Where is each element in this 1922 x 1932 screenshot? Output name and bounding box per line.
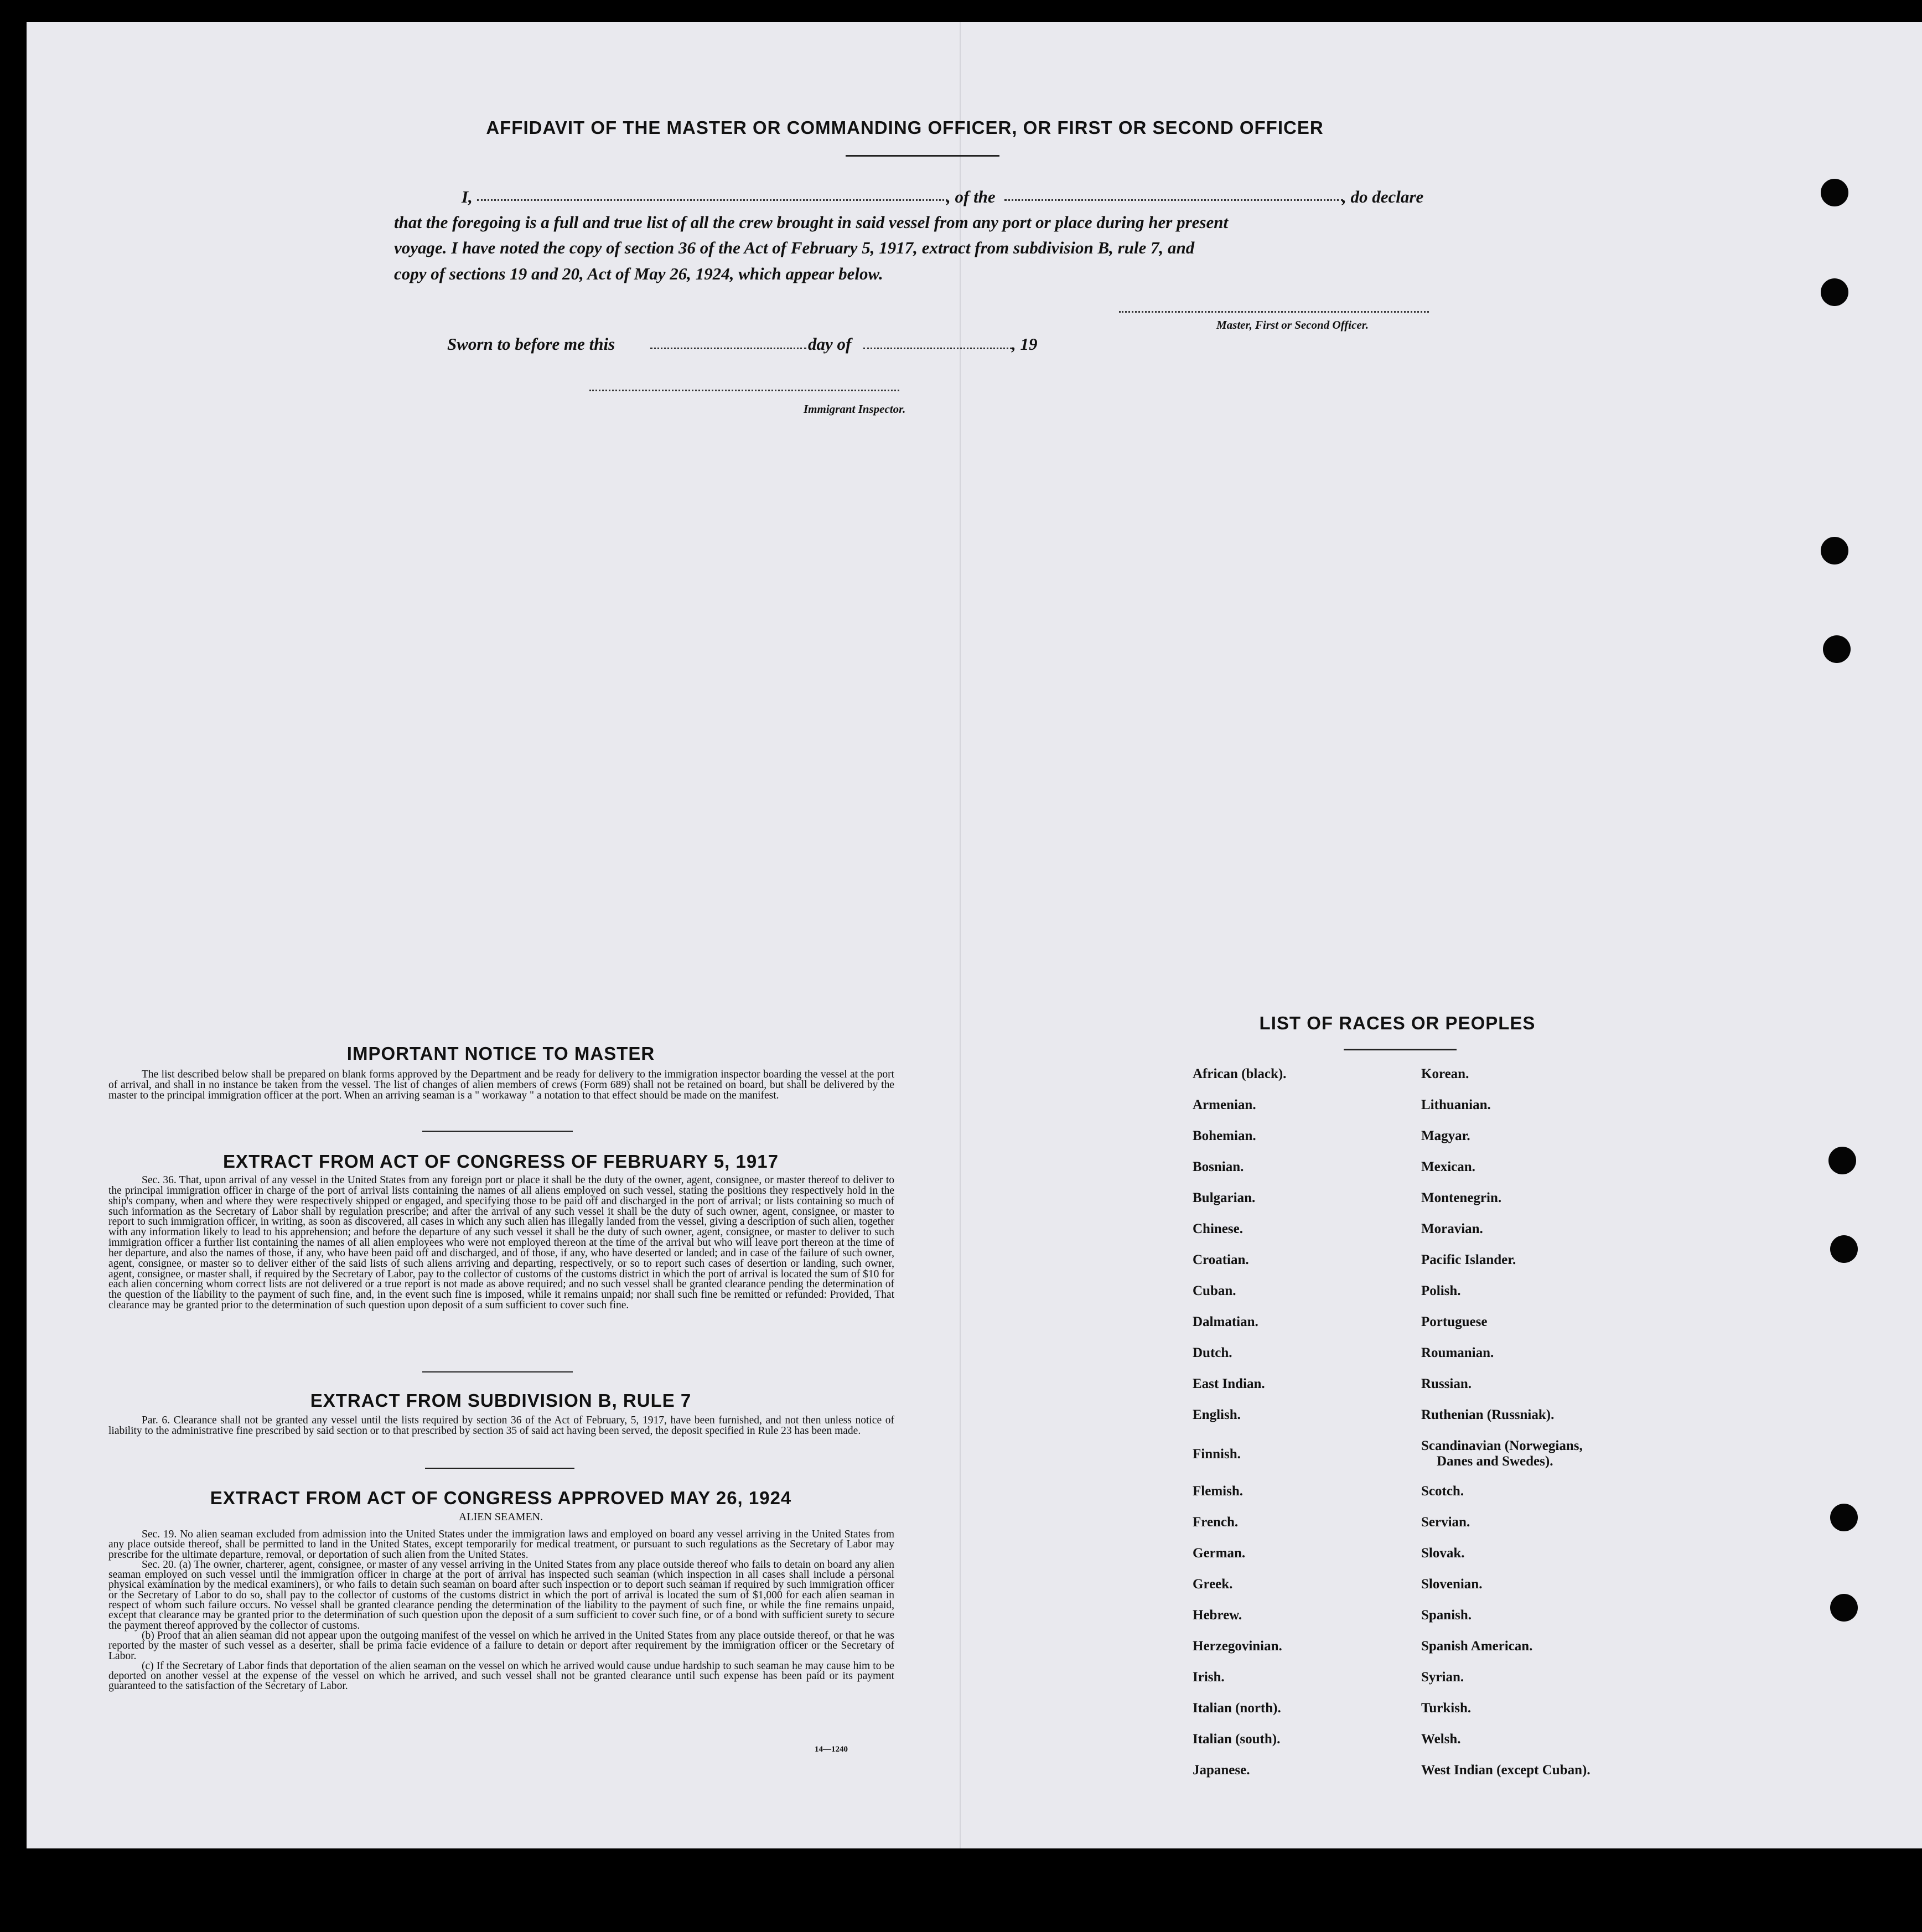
page-fold <box>960 22 961 1848</box>
day-of-label: day of <box>808 334 852 354</box>
race-item: Bohemian. <box>1193 1128 1256 1143</box>
race-item: Portuguese <box>1421 1314 1488 1329</box>
race-item: English. <box>1193 1407 1241 1422</box>
binder-hole <box>1830 1594 1858 1622</box>
month-field[interactable] <box>863 348 1012 349</box>
binder-hole <box>1830 1504 1858 1531</box>
race-item: Chinese. <box>1193 1221 1243 1236</box>
race-item: Slovak. <box>1421 1546 1465 1561</box>
races-right-column <box>1421 0 1720 1932</box>
race-item: Hebrew. <box>1193 1608 1242 1623</box>
race-item: Irish. <box>1193 1670 1225 1685</box>
race-item: French. <box>1193 1515 1239 1530</box>
race-item: Italian (south). <box>1193 1732 1281 1747</box>
race-item: Scotch. <box>1421 1484 1464 1499</box>
race-item: Lithuanian. <box>1421 1097 1491 1112</box>
race-item: German. <box>1193 1546 1246 1561</box>
affidavit-line4: copy of sections 19 and 20, Act of May 26, 1924, which appear below. <box>394 264 883 283</box>
race-item: Servian. <box>1421 1515 1470 1530</box>
binder-hole <box>1828 1147 1856 1174</box>
sworn-label: Sworn to before me this <box>447 334 615 354</box>
race-item: Cuban. <box>1193 1283 1236 1298</box>
races-title: LIST OF RACES OR PEOPLES <box>1259 1013 1536 1033</box>
notice-text: The list described below shall be prepared on blank forms approved by the Department and be ready for delivery to the immigration inspector boarding the vessel at the port of arrival, and shall in no instance be taken from the vessel. The list of changes of alien members of crews (Form 689) shall not be retained on board, but shall be delivered by the master to the principal immigration officer at the port. When an arriving seaman is a " workaway " a notation to that effect should be made on the manifest. <box>108 1069 894 1101</box>
race-item: Syrian. <box>1421 1670 1464 1685</box>
race-item: Korean. <box>1421 1066 1469 1081</box>
affidavit-title: AFFIDAVIT OF THE MASTER OR COMMANDING OFFICER, OR FIRST OR SECOND OFFICER <box>486 117 1324 138</box>
affidavit-line3: voyage. I have noted the copy of section 36 of the Act of February 5, 1917, extract from subdivision B, rule 7, and <box>394 238 1195 257</box>
race-item: Spanish. <box>1421 1608 1472 1623</box>
extract-1924-title: EXTRACT FROM ACT OF CONGRESS APPROVED MAY 26, 1924 <box>210 1488 792 1508</box>
page-margin <box>1886 22 1922 1848</box>
extract-1924-subtitle: ALIEN SEAMEN. <box>458 1511 543 1523</box>
race-item: Slovenian. <box>1421 1577 1483 1592</box>
race-item: Spanish American. <box>1421 1639 1533 1654</box>
divider <box>846 155 999 157</box>
divider <box>422 1131 573 1132</box>
affidavit-i: I, <box>462 187 473 206</box>
race-item: Scandinavian (Norwegians, <box>1421 1438 1583 1453</box>
race-item: Roumanian. <box>1421 1345 1494 1360</box>
race-item: West Indian (except Cuban). <box>1421 1763 1591 1778</box>
binder-hole <box>1830 1235 1858 1263</box>
race-item: Finnish. <box>1193 1447 1241 1462</box>
race-item: Herzegovinian. <box>1193 1639 1282 1654</box>
race-item: Pacific Islander. <box>1421 1252 1516 1267</box>
master-label: Master, First or Second Officer. <box>1216 318 1369 332</box>
divider <box>422 1371 573 1372</box>
race-item: Armenian. <box>1193 1097 1256 1112</box>
race-item: Italian (north). <box>1193 1701 1281 1716</box>
binder-hole <box>1821 537 1848 564</box>
race-item: Danes and Swedes). <box>1437 1454 1553 1469</box>
race-item: Bulgarian. <box>1193 1190 1256 1205</box>
extract-1917-title: EXTRACT FROM ACT OF CONGRESS OF FEBRUARY 5, 1917 <box>223 1151 779 1172</box>
race-item: Japanese. <box>1193 1763 1250 1778</box>
race-item: Croatian. <box>1193 1252 1249 1267</box>
affidavit-line2: that the foregoing is a full and true list of all the crew brought in said vessel from any port or place during her present <box>394 213 1229 232</box>
race-item: Welsh. <box>1421 1732 1461 1747</box>
race-item: Russian. <box>1421 1376 1472 1391</box>
race-item: Dalmatian. <box>1193 1314 1258 1329</box>
race-item: Flemish. <box>1193 1484 1243 1499</box>
race-item: Turkish. <box>1421 1701 1472 1716</box>
divider <box>425 1468 574 1469</box>
rule7-title: EXTRACT FROM SUBDIVISION B, RULE 7 <box>310 1390 692 1411</box>
race-item: Ruthenian (Russniak). <box>1421 1407 1555 1422</box>
notice-title: IMPORTANT NOTICE TO MASTER <box>346 1043 655 1064</box>
race-item: African (black). <box>1193 1066 1287 1081</box>
race-item: Magyar. <box>1421 1128 1470 1143</box>
races-left-column <box>1193 0 1414 1932</box>
extract-1924-text: Sec. 19. No alien seaman excluded from admission into the United States under the immigration laws and employed on board any vessel arriving in the United States from any place outside thereof, shall be permitted to land in the United States, except temporarily for medical treatment, or pursuant to such regulations as the Secretary of Labor may prescribe for the ultimate departure, removal, or deportation of such alien from the United States. Sec. 20. (a) The owner, charterer, agent, consignee, or master of any vessel arriving in the United States from any place outside thereof who fails to detain on board any alien seaman employed on such vessel until the immigration officer in charge at the port of arrival has inspected such seaman (which inspection in all cases shall include a personal physical examination by the medical examiners), or who fails to detain such seaman on board after such inspection or to deport such seaman if required by such immigration officer or the Secretary of Labor to do so, shall pay to the collector of customs of the customs district in which the port of arrival is located the sum of $1,000 for each alien seaman in respect of whom such failure occurs. No vessel shall be granted clearance pending the determination of the liability to the payment of such fine, or while the fine remains unpaid, except that clearance may be granted prior to the determination of such question upon the deposit of a sum sufficient to cover such fine, or of a bond with sufficient surety to secure the payment thereof approved by the collector of customs. (b) Proof that an alien seaman did not appear upon the outgoing manifest of the vessel on which he arrived in the United States from any place outside thereof, or that he was reported by the master of such vessel as a deserter, shall be prima facie evidence of a failure to detain or deport after requirement by the immigration officer or the Secretary of Labor. (c) If the Secretary of Labor finds that deportation of the alien seaman on the vessel on which he arrived would cause undue hardship to such seaman he may cause him to be deported on another vessel at the expense of the vessel on which he arrived, and such vessel shall not be granted clearance until such expense has been paid or its payment guaranteed to the satisfaction of the Secretary of Labor. <box>108 1529 894 1692</box>
binder-hole <box>1821 278 1848 306</box>
inspector-signature-field[interactable] <box>589 390 899 391</box>
binder-hole <box>1823 635 1851 663</box>
day-field[interactable] <box>650 348 806 349</box>
race-item: Montenegrin. <box>1421 1190 1502 1205</box>
binder-hole <box>1821 179 1848 206</box>
race-item: Bosnian. <box>1193 1159 1244 1174</box>
inspector-label: Immigrant Inspector. <box>804 402 906 416</box>
race-item: Moravian. <box>1421 1221 1483 1236</box>
affidavit-of-the: , of the <box>946 187 996 206</box>
affidavit-declare: , do declare <box>1342 187 1424 206</box>
race-item: Mexican. <box>1421 1159 1475 1174</box>
rule7-text: Par. 6. Clearance shall not be granted any vessel until the lists required by section 36 of the Act of February, 5, 1917, have been furnished, and not then unless notice of liability to the administrative fine prescribed by said section or to that prescribed by section 35 of said act having been served, the deposit specified in Rule 23 has been made. <box>108 1415 894 1437</box>
race-item: Greek. <box>1193 1577 1233 1592</box>
name-field[interactable] <box>477 199 947 201</box>
race-item: Polish. <box>1421 1283 1461 1298</box>
extract-1917-text: Sec. 36. That, upon arrival of any vessel in the United States from any foreign port or place it shall be the duty of the owner, agent, consignee, or master thereof to deliver to the principal immigration officer in charge of the port of arrival lists containing the names of all aliens employed on such vessel, stating the positions they respectively hold in the ship's company, when and where they were respectively shipped or engaged, and specifying those to be paid off and discharged in the port of arrival; or lists containing so much of such information as the Secretary of Labor shall by regulation prescribe; and after the arrival of any such vessel it shall be the duty of such owner, agent, consignee, or master to report to such immigration officer, in writing, as soon as discovered, all cases in which any such alien has illegally landed from the vessel, giving a description of such alien, together with any information likely to lead to his apprehension; and before the departure of any such vessel it shall be the duty of such owner, agent, consignee, or master to deliver to such immigration officer a further list containing the names of all alien employees who were not employed thereon at the time of the arrival but who will leave port thereon at the time of her departure, and also the names of those, if any, who have been paid off and discharged, and of those, if any, who have deserted or landed; and in case of the failure of such owner, agent, consignee, or master so to deliver either of the said lists of such aliens arriving and departing, respectively, or so to report such cases of desertion or landing, such owner, agent, consignee, or master shall, if required by the Secretary of Labor, pay to the collector of customs of the customs district in which the port of arrival is located the sum of $10 for each alien concerning whom correct lists are not delivered or a true report is not made as above required; and no such vessel shall be granted clearance pending the determination of the question of the liability to the payment of such fine, and, in the event such fine is imposed, while it remains unpaid; nor shall such fine be remitted or refunded: Provided, That clearance may be granted prior to the determination of such question upon deposit of a sum sufficient to cover such fine. <box>108 1174 894 1312</box>
race-item: East Indian. <box>1193 1376 1265 1391</box>
form-number: 14—1240 <box>815 1745 848 1754</box>
race-item: Dutch. <box>1193 1345 1232 1360</box>
year-label: , 19 <box>1012 334 1038 354</box>
